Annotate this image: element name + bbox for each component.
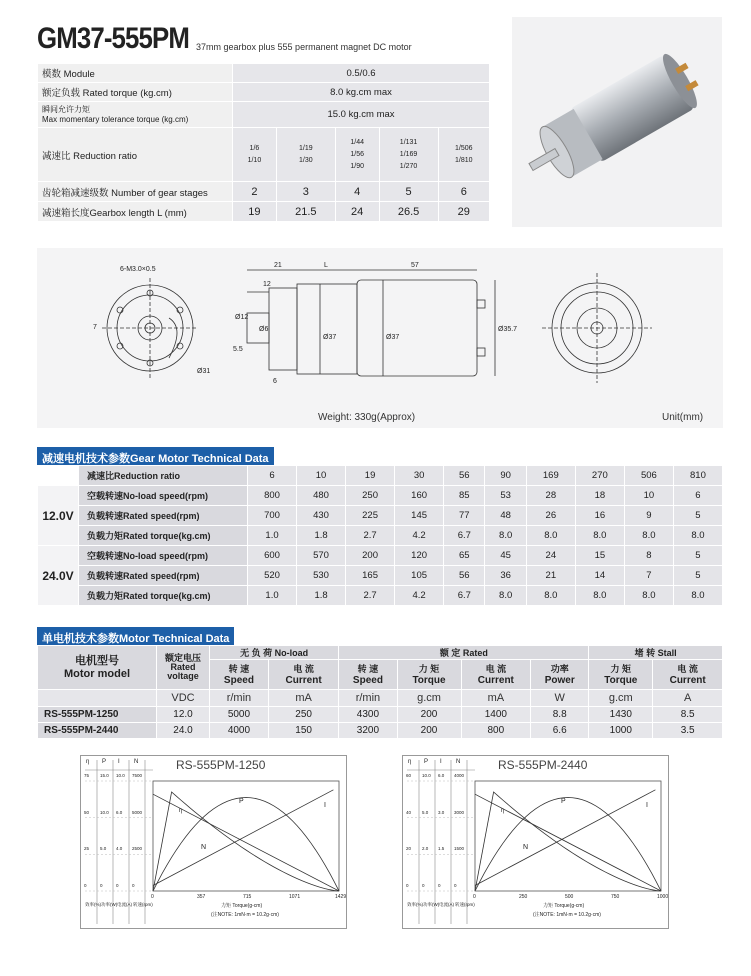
ratio-value: 19 (346, 466, 395, 486)
x-tick: 1071 (289, 894, 301, 900)
motor-value: 1400 (461, 707, 531, 723)
voltage-header-en1: Rated (170, 662, 196, 672)
gear-value: 1.8 (297, 586, 346, 606)
y-axis-label: 效率(%) (407, 902, 423, 907)
gear-value: 700 (248, 506, 297, 526)
motor-value: 150 (268, 723, 338, 739)
scale-head: I (440, 759, 442, 765)
motor-data-table (37, 645, 723, 739)
scale-head: P (424, 759, 429, 765)
noload-header: 无 负 荷 No-load (210, 646, 339, 660)
length-cell: 26.5 (379, 202, 438, 222)
gear-value: 6.7 (444, 526, 485, 546)
scale-value: 0 (100, 883, 103, 888)
graph-title: RS-555PM-2440 (498, 758, 588, 772)
scale-value: 2500 (132, 846, 143, 852)
scale-head: N (134, 759, 139, 765)
gear-value: 24 (526, 546, 575, 566)
motor-col-header (397, 660, 461, 690)
x-tick: 250 (519, 894, 528, 900)
gear-value: 10 (624, 486, 673, 506)
ratio-value: 6 (248, 466, 297, 486)
motor-value: 3.5 (653, 723, 723, 739)
x-tick: 1000 (657, 894, 669, 900)
voltage-header-en2: voltage (167, 671, 199, 681)
ratio-value: 506 (624, 466, 673, 486)
gear-row (38, 546, 723, 566)
length-cell: 29 (438, 202, 489, 222)
gear-value: 85 (444, 486, 485, 506)
max-torque-label-en: Max momentary tolerance torque (kg.cm) (42, 114, 189, 124)
curve-label: I (324, 802, 326, 809)
gear-value: 570 (297, 546, 346, 566)
rated-header: 额 定 Rated (339, 646, 589, 660)
gear-value: 1.8 (297, 526, 346, 546)
gear-row (38, 506, 723, 526)
col-cn: 转 速 (228, 663, 250, 674)
ratio-value: 30 (395, 466, 444, 486)
scale-value: 0 (406, 883, 409, 888)
scale-value: 0 (116, 883, 119, 888)
gear-row (38, 586, 723, 606)
stage-cell: 3 (276, 182, 335, 202)
col-cn: 功率 (550, 663, 569, 674)
scale-value: 5.0 (422, 809, 429, 815)
col-en: Speed (223, 674, 254, 686)
scale-value: 40 (406, 809, 412, 815)
technical-drawing (37, 248, 723, 428)
gear-value: 26 (526, 506, 575, 526)
gear-value: 8.0 (485, 526, 526, 546)
col-en: Current (669, 674, 706, 686)
x-tick: 715 (243, 894, 252, 900)
scale-value: 10.0 (116, 773, 125, 778)
motor-value: 6.6 (531, 723, 589, 739)
units-blank (38, 690, 157, 707)
gear-value: 4.2 (395, 586, 444, 606)
motor-value: 12.0 (157, 707, 210, 723)
x-tick: 0 (473, 894, 476, 900)
gear-value: 530 (297, 566, 346, 586)
motor-col-header (531, 660, 589, 690)
ratio-cell: 1/131 1/169 1/270 (379, 128, 438, 182)
scale-head: η (408, 759, 412, 765)
x-axis-label: 力矩 Torque(g-cm) (221, 903, 263, 909)
motor-row (38, 707, 723, 723)
gear-row-label: 负载力矩Rated torque(kg.cm) (79, 526, 248, 546)
unit-cell: r/min (210, 690, 269, 707)
stage-cell: 2 (233, 182, 277, 202)
length-cell: 19 (233, 202, 277, 222)
curve-label: N (201, 844, 207, 851)
gear-value: 800 (248, 486, 297, 506)
voltage-label: 24.0V (38, 546, 79, 606)
gear-value: 14 (575, 566, 624, 586)
gear-value: 8.0 (575, 526, 624, 546)
col-cn: 转 速 (357, 663, 379, 674)
gear-value: 8.0 (673, 586, 722, 606)
scale-value: 0 (422, 883, 425, 888)
scale-value: 1500 (454, 846, 465, 852)
scale-value: 25 (84, 846, 90, 852)
unit-cell: g.cm (397, 690, 461, 707)
unit-label: Unit(mm) (662, 412, 704, 423)
ratio-value: 270 (575, 466, 624, 486)
scale-value: 3.0 (438, 809, 445, 815)
col-cn: 电 流 (677, 663, 698, 674)
scale-value: 7500 (132, 773, 143, 778)
scale-value: 4.0 (116, 846, 123, 852)
dim-label: 6-M3.0×0.5 (120, 266, 156, 273)
gear-value: 160 (395, 486, 444, 506)
scale-head: η (86, 759, 90, 765)
motor-value: 800 (461, 723, 531, 739)
gear-value: 520 (248, 566, 297, 586)
gear-value: 28 (526, 486, 575, 506)
motor-value: 5000 (210, 707, 269, 723)
ratio-value: 169 (526, 466, 575, 486)
gear-value: 21 (526, 566, 575, 586)
rated-torque-label: 额定负载 Rated torque (kg.cm) (38, 83, 233, 102)
scale-value: 5000 (132, 809, 143, 815)
motor-value: 8.8 (531, 707, 589, 723)
gear-value: 5 (673, 546, 722, 566)
product-photo (512, 17, 722, 227)
col-en: Power (544, 674, 575, 686)
col-en: Torque (604, 674, 638, 686)
gear-value: 15 (575, 546, 624, 566)
unit-cell: mA (461, 690, 531, 707)
dim-label: L (324, 262, 328, 269)
unit-cell: g.cm (589, 690, 653, 707)
curve-label: η (179, 808, 183, 814)
dim-label: Ø31 (197, 368, 211, 375)
rated-torque-value: 8.0 kg.cm max (233, 83, 490, 102)
gear-ratio-label: 减速比Reduction ratio (79, 466, 248, 486)
unit-cell: r/min (339, 690, 397, 707)
dim-label: Ø37 (386, 334, 400, 341)
gear-value: 165 (346, 566, 395, 586)
motor-value: 250 (268, 707, 338, 723)
dim-label: 6 (273, 378, 277, 385)
gear-value: 2.7 (346, 586, 395, 606)
gear-value: 8.0 (575, 586, 624, 606)
max-torque-value: 15.0 kg.cm max (233, 102, 490, 128)
scale-value: 0 (84, 883, 87, 888)
gear-value: 56 (444, 566, 485, 586)
gear-value: 48 (485, 506, 526, 526)
dim-label: 12 (263, 281, 271, 288)
gear-row-label: 负载转速Rated speed(rpm) (79, 506, 248, 526)
voltage-header (157, 646, 210, 690)
motor-value: 3200 (339, 723, 397, 739)
col-cn: 力 矩 (418, 663, 440, 674)
scale-value: 75 (84, 773, 90, 778)
ratio-value: 90 (485, 466, 526, 486)
dim-label: 57 (411, 262, 419, 269)
gear-row-label: 负载转速Rated speed(rpm) (79, 566, 248, 586)
gear-value: 65 (444, 546, 485, 566)
gear-value: 6.7 (444, 586, 485, 606)
scale-value: 3000 (454, 809, 465, 815)
max-torque-label-cn: 瞬间允许力矩 (42, 104, 90, 114)
ratio-cell: 1/506 1/810 (438, 128, 489, 182)
gear-value: 53 (485, 486, 526, 506)
dim-label: Ø12 (235, 314, 249, 321)
motor-value: 200 (397, 723, 461, 739)
motor-value: 4300 (339, 707, 397, 723)
gear-value: 8.0 (624, 586, 673, 606)
model-header (38, 646, 157, 690)
motor-value: 4000 (210, 723, 269, 739)
col-cn: 力 矩 (610, 663, 632, 674)
gear-row (38, 526, 723, 546)
gear-value: 8.0 (526, 586, 575, 606)
page-title: GM37-555PM (37, 22, 190, 55)
gear-value: 5 (673, 566, 722, 586)
gear-value: 77 (444, 506, 485, 526)
spec-table (37, 63, 490, 222)
motor-value: 24.0 (157, 723, 210, 739)
unit-cell: A (653, 690, 723, 707)
graph-note: (注NOTE: 1mN·m = 10.2g·cm) (211, 912, 279, 918)
motor-col-header (461, 660, 531, 690)
motor-value: 200 (397, 707, 461, 723)
motor-value: 1430 (589, 707, 653, 723)
gear-value: 225 (346, 506, 395, 526)
gear-row-label: 空载转速No-load speed(rpm) (79, 486, 248, 506)
scale-value: 4000 (454, 773, 465, 778)
dimension-drawing (37, 248, 723, 428)
max-torque-label (38, 102, 233, 128)
corner-cell (38, 466, 79, 486)
scale-head: P (102, 759, 107, 765)
col-en: Speed (352, 674, 383, 686)
dim-label: 21 (274, 262, 282, 269)
gear-value: 600 (248, 546, 297, 566)
motor-col-header (268, 660, 338, 690)
gear-value: 1.0 (248, 526, 297, 546)
motor-col-header (210, 660, 269, 690)
scale-value: 10.0 (100, 809, 109, 815)
x-tick: 750 (611, 894, 620, 900)
stall-header: 堵 转 Stall (589, 646, 723, 660)
weight-label: Weight: 330g(Approx) (318, 412, 416, 423)
gear-value: 8.0 (485, 586, 526, 606)
gear-value: 8 (624, 546, 673, 566)
gear-data-table (37, 465, 723, 606)
dim-label: Ø37 (323, 334, 337, 341)
scale-value: 10.0 (422, 773, 431, 778)
scale-value: 6.0 (116, 809, 123, 815)
curve-label: P (239, 798, 244, 805)
unit-cell: W (531, 690, 589, 707)
gear-row (38, 486, 723, 506)
scale-head: N (456, 759, 461, 765)
scale-head: I (118, 759, 120, 765)
motor-col-header (653, 660, 723, 690)
gear-row-label: 空载转速No-load speed(rpm) (79, 546, 248, 566)
curve-label: N (523, 844, 529, 851)
scale-value: 60 (406, 773, 412, 778)
scale-value: 1.5 (438, 846, 445, 852)
performance-graph (402, 755, 669, 929)
curve-label: P (561, 798, 566, 805)
scale-value: 0 (132, 883, 135, 888)
gear-value: 120 (395, 546, 444, 566)
scale-value: 2.0 (422, 846, 429, 852)
dim-label: Ø6 (259, 326, 269, 333)
motor-value: 1000 (589, 723, 653, 739)
gear-value: 6 (673, 486, 722, 506)
gear-value: 105 (395, 566, 444, 586)
model-header-cn: 电机型号 (75, 654, 119, 667)
motor-value: 8.5 (653, 707, 723, 723)
gear-value: 200 (346, 546, 395, 566)
gear-value: 9 (624, 506, 673, 526)
module-value: 0.5/0.6 (233, 64, 490, 83)
scale-value: 15.0 (100, 773, 109, 778)
gearbox-length-label: 减速箱长度Gearbox length L (mm) (38, 202, 233, 222)
voltage-header-cn: 额定电压 (164, 653, 201, 663)
x-tick: 0 (151, 894, 154, 900)
ratio-value: 10 (297, 466, 346, 486)
model-header-en: Motor model (64, 667, 130, 680)
gear-value: 45 (485, 546, 526, 566)
gear-value: 1.0 (248, 586, 297, 606)
gear-stages-label: 齿轮箱减速级数 Number of gear stages (38, 182, 233, 202)
voltage-label: 12.0V (38, 486, 79, 546)
gear-row (38, 566, 723, 586)
x-tick: 1429 (335, 894, 347, 900)
gear-value: 16 (575, 506, 624, 526)
y-axis-label: 功率(W) (423, 902, 440, 907)
x-tick: 357 (197, 894, 206, 900)
gear-value: 8.0 (624, 526, 673, 546)
scale-value: 20 (406, 846, 412, 852)
motor-model: RS-555PM-2440 (38, 723, 157, 739)
length-cell: 24 (335, 202, 379, 222)
gear-value: 145 (395, 506, 444, 526)
stage-cell: 6 (438, 182, 489, 202)
scale-value: 0 (454, 883, 457, 888)
scale-value: 0 (438, 883, 441, 888)
dim-label: 7 (93, 324, 97, 331)
gear-row-label: 负载力矩Rated torque(kg.cm) (79, 586, 248, 606)
x-tick: 500 (565, 894, 574, 900)
curve-label: η (501, 808, 505, 814)
stage-cell: 5 (379, 182, 438, 202)
gear-value: 250 (346, 486, 395, 506)
gear-section-title: 减速电机技术参数Gear Motor Technical Data (37, 447, 274, 467)
page-subtitle: 37mm gearbox plus 555 permanent magnet DC motor (196, 42, 412, 52)
ratio-value: 810 (673, 466, 722, 486)
y-axis-label: 电流(A) (439, 902, 454, 907)
ratio-cell: 1/6 1/10 (233, 128, 277, 182)
gear-value: 2.7 (346, 526, 395, 546)
gear-motor-image (512, 17, 722, 227)
gear-value: 18 (575, 486, 624, 506)
graph-title: RS-555PM-1250 (176, 758, 266, 772)
graph-note: (注NOTE: 1mN·m = 10.2g·cm) (533, 912, 601, 918)
reduction-ratio-label: 减速比 Reduction ratio (38, 128, 233, 182)
motor-model: RS-555PM-1250 (38, 707, 157, 723)
curve-label: I (646, 802, 648, 809)
ratio-value: 56 (444, 466, 485, 486)
dim-label: Ø35.7 (498, 326, 518, 333)
y-axis-label: 功率(W) (101, 902, 118, 907)
y-axis-label: 转速(rpm) (455, 902, 475, 907)
ratio-cell: 1/44 1/56 1/90 (335, 128, 379, 182)
gear-value: 8.0 (673, 526, 722, 546)
motor-row (38, 723, 723, 739)
scale-value: 5.0 (100, 846, 107, 852)
scale-value: 6.0 (438, 773, 445, 778)
y-axis-label: 电流(A) (117, 902, 132, 907)
length-cell: 21.5 (276, 202, 335, 222)
gear-value: 36 (485, 566, 526, 586)
col-en: Current (477, 674, 514, 686)
y-axis-label: 效率(%) (85, 902, 101, 907)
dim-label: 5.5 (233, 346, 243, 353)
performance-graph (80, 755, 347, 929)
unit-cell: VDC (157, 690, 210, 707)
gear-value: 480 (297, 486, 346, 506)
gear-value: 8.0 (526, 526, 575, 546)
scale-value: 50 (84, 809, 90, 815)
col-cn: 电 流 (293, 663, 314, 674)
gear-value: 430 (297, 506, 346, 526)
x-axis-label: 力矩 Torque(g-cm) (543, 903, 585, 909)
ratio-cell: 1/19 1/30 (276, 128, 335, 182)
gear-value: 5 (673, 506, 722, 526)
motor-section-title: 单电机技术参数Motor Technical Data (37, 627, 234, 647)
stage-cell: 4 (335, 182, 379, 202)
col-en: Torque (412, 674, 446, 686)
module-label: 模数 Module (38, 64, 233, 83)
unit-cell: mA (268, 690, 338, 707)
col-cn: 电 流 (485, 663, 507, 674)
col-en: Current (285, 674, 322, 686)
y-axis-label: 转速(rpm) (133, 902, 153, 907)
gear-value: 4.2 (395, 526, 444, 546)
motor-col-header (339, 660, 397, 690)
gear-value: 7 (624, 566, 673, 586)
motor-col-header (589, 660, 653, 690)
